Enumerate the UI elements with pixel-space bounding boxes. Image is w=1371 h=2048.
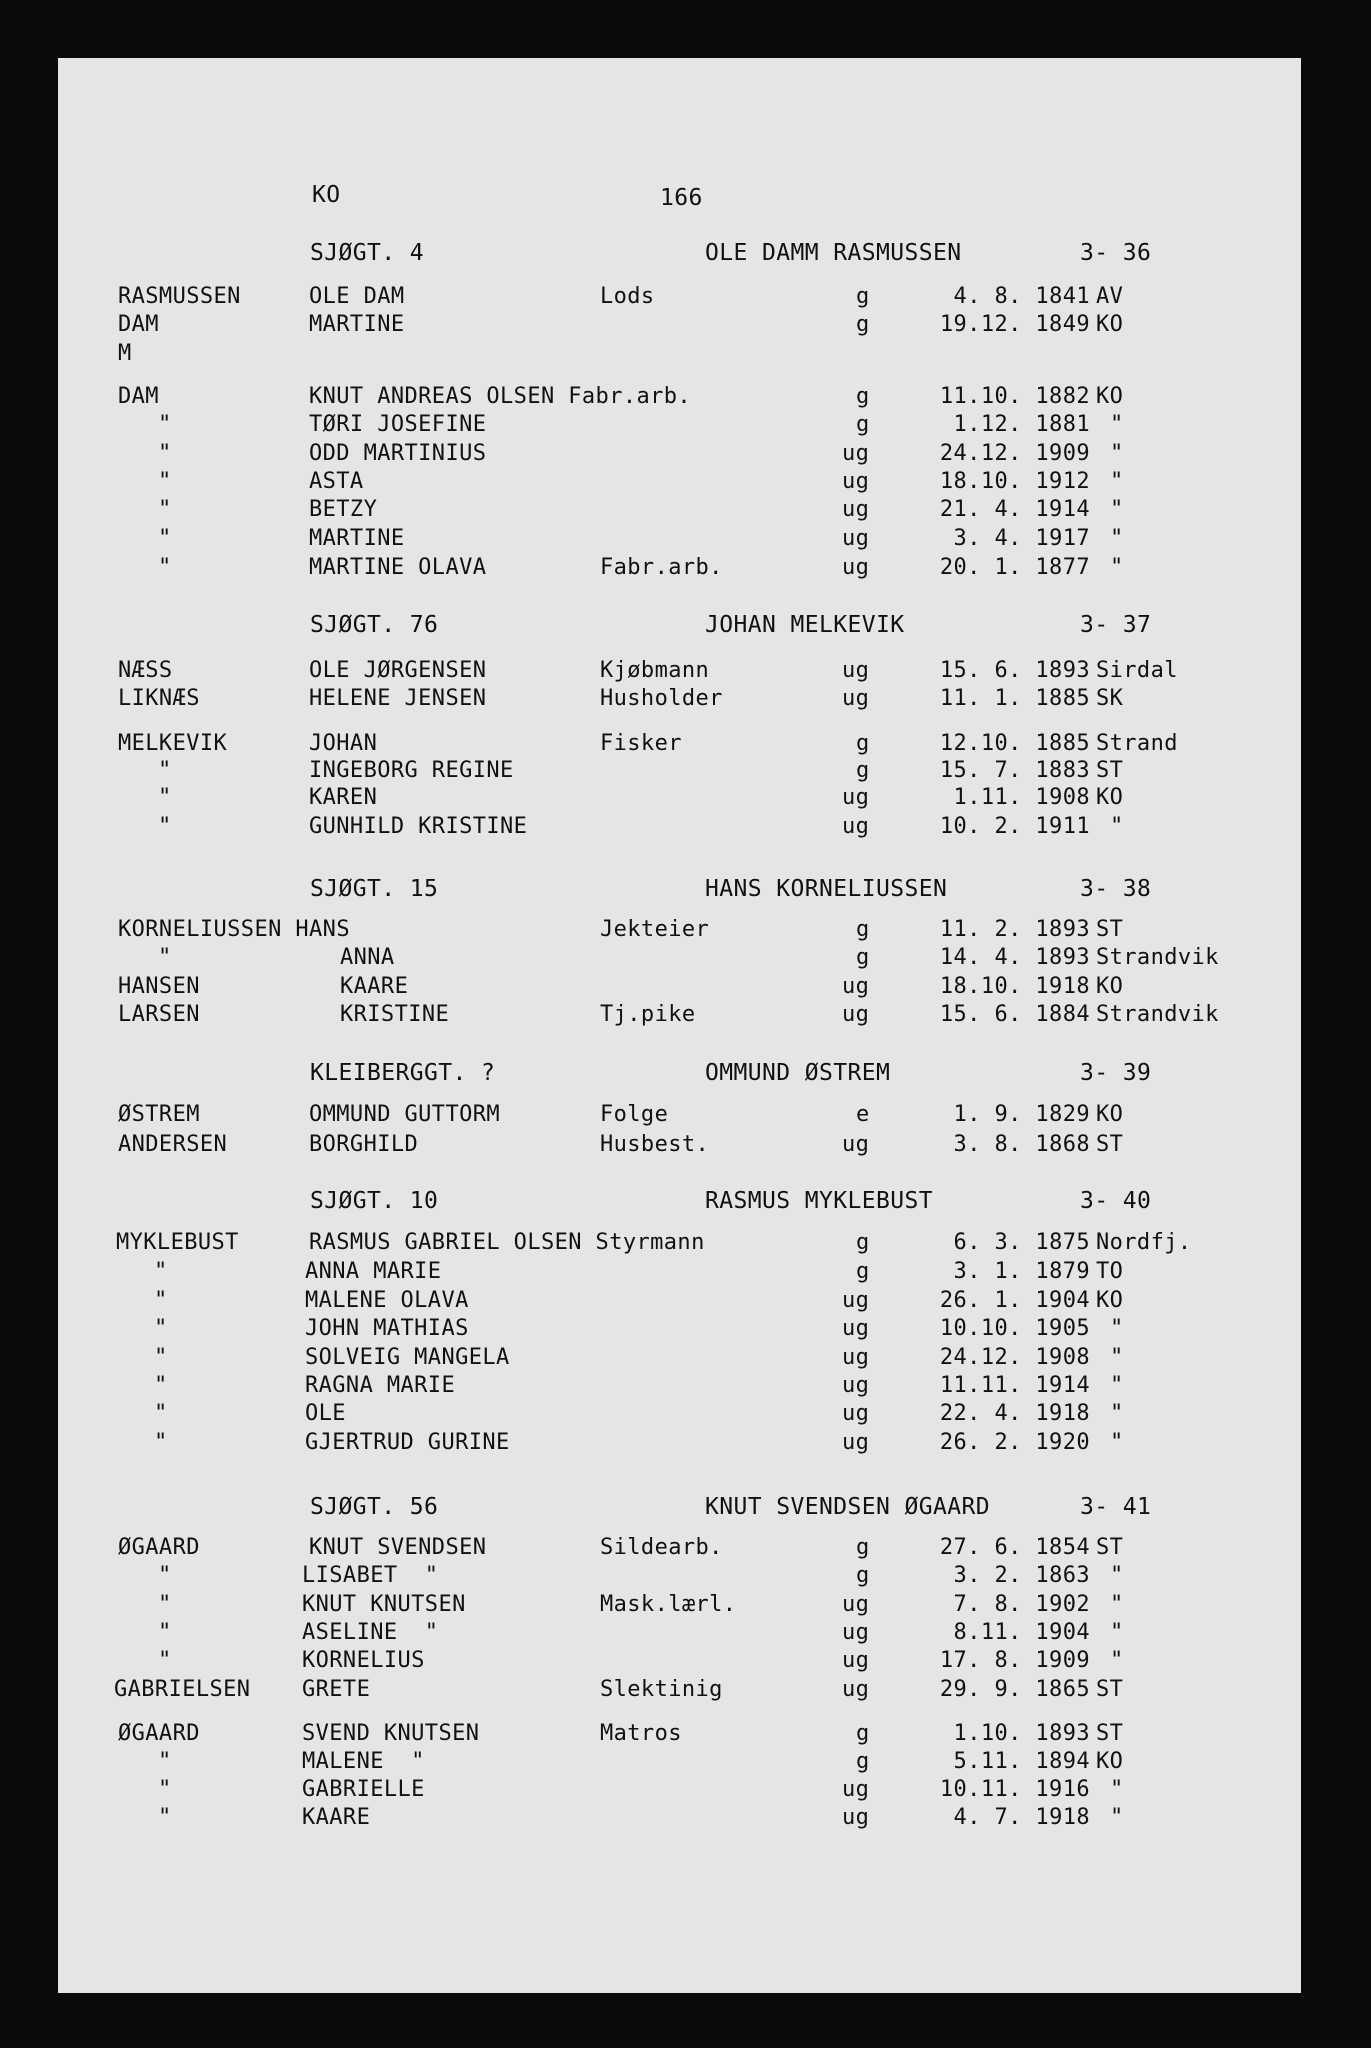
surname-cell: " bbox=[154, 1373, 168, 1398]
birth-date-cell: 7. 8. 1902 bbox=[953, 1592, 1090, 1617]
given-name-cell: GABRIELLE bbox=[302, 1777, 425, 1802]
surname-cell: " bbox=[158, 497, 172, 522]
marital-status-cell: ug bbox=[842, 785, 870, 810]
birthplace-cell: KO bbox=[1096, 974, 1124, 999]
birth-date-cell: 29. 9. 1865 bbox=[939, 1677, 1090, 1702]
birth-date-cell: 3. 1. 1879 bbox=[953, 1259, 1090, 1284]
occupation-cell: Folge bbox=[600, 1102, 669, 1127]
surname-cell: ANDERSEN bbox=[118, 1132, 228, 1157]
given-name-cell: GUNHILD KRISTINE bbox=[309, 814, 528, 839]
birth-date-cell: 4. 7. 1918 bbox=[953, 1805, 1090, 1830]
birthplace-cell: Sirdal bbox=[1096, 658, 1178, 683]
surname-cell: " bbox=[158, 555, 172, 580]
given-name-cell: SOLVEIG MANGELA bbox=[305, 1345, 510, 1370]
household-address: SJØGT. 15 bbox=[310, 876, 439, 902]
household-ref: 3- 36 bbox=[1080, 240, 1152, 266]
birthplace-cell: AV bbox=[1096, 284, 1124, 309]
birth-date-cell: 15. 6. 1893 bbox=[939, 658, 1090, 683]
birth-date-cell: 17. 8. 1909 bbox=[939, 1648, 1090, 1673]
surname-cell: ØGAARD bbox=[118, 1535, 200, 1560]
birth-date-cell: 1.12. 1881 bbox=[953, 412, 1090, 437]
birthplace-cell: " bbox=[1110, 1620, 1124, 1645]
birth-date-cell: 5.11. 1894 bbox=[953, 1749, 1090, 1774]
given-name-cell: KRISTINE bbox=[340, 1002, 450, 1027]
birthplace-cell: " bbox=[1110, 814, 1124, 839]
birth-date-cell: 15. 7. 1883 bbox=[939, 758, 1090, 783]
given-name-cell: INGEBORG REGINE bbox=[309, 758, 514, 783]
surname-cell: " bbox=[158, 814, 172, 839]
birthplace-cell: " bbox=[1110, 526, 1124, 551]
marital-status-cell: ug bbox=[842, 1620, 870, 1645]
birthplace-cell: ST bbox=[1096, 917, 1124, 942]
birth-date-cell: 12.10. 1885 bbox=[939, 731, 1090, 756]
household-head: OLE DAMM RASMUSSEN bbox=[705, 240, 962, 266]
marital-status-cell: g bbox=[856, 758, 870, 783]
occupation-cell: Matros bbox=[600, 1721, 682, 1746]
given-name-cell: RAGNA MARIE bbox=[305, 1373, 456, 1398]
marital-status-cell: g bbox=[856, 1230, 870, 1255]
household-head: RASMUS MYKLEBUST bbox=[705, 1188, 933, 1214]
occupation-cell: Sildearb. bbox=[600, 1535, 723, 1560]
marital-status-cell: g bbox=[856, 731, 870, 756]
birthplace-cell: KO bbox=[1096, 384, 1124, 409]
given-name-cell: MARTINE bbox=[309, 526, 405, 551]
given-name-cell: MALENE " bbox=[302, 1749, 425, 1774]
occupation-cell: Kjøbmann bbox=[600, 658, 710, 683]
surname-cell: " bbox=[158, 1563, 172, 1588]
surname-cell: " bbox=[154, 1345, 168, 1370]
marital-status-cell: ug bbox=[842, 1373, 870, 1398]
surname-cell: " bbox=[158, 1592, 172, 1617]
birthplace-cell: ST bbox=[1096, 1721, 1124, 1746]
given-name-cell: ANNA MARIE bbox=[305, 1259, 442, 1284]
marital-status-cell: ug bbox=[842, 1677, 870, 1702]
household-address: SJØGT. 4 bbox=[310, 240, 424, 266]
surname-cell: " bbox=[158, 526, 172, 551]
given-name-cell: KAARE bbox=[340, 974, 409, 999]
marital-status-cell: ug bbox=[842, 1288, 870, 1313]
surname-cell: " bbox=[158, 469, 172, 494]
birth-date-cell: 21. 4. 1914 bbox=[939, 497, 1090, 522]
marital-status-cell: ug bbox=[842, 1430, 870, 1455]
birthplace-cell: Strandvik bbox=[1096, 1002, 1219, 1027]
given-name-cell: OLE bbox=[305, 1401, 346, 1426]
household-address: KLEIBERGGT. ? bbox=[310, 1060, 496, 1086]
birthplace-cell: KO bbox=[1096, 1102, 1124, 1127]
birthplace-cell: KO bbox=[1096, 1749, 1124, 1774]
marital-status-cell: ug bbox=[842, 1316, 870, 1341]
birthplace-cell: TO bbox=[1096, 1259, 1124, 1284]
birthplace-cell: Strand bbox=[1096, 731, 1178, 756]
birth-date-cell: 11. 1. 1885 bbox=[939, 686, 1090, 711]
occupation-cell: Fisker bbox=[600, 731, 682, 756]
surname-cell: " bbox=[154, 1288, 168, 1313]
given-name-cell: KNUT ANDREAS OLSEN Fabr.arb. bbox=[309, 384, 692, 409]
surname-cell: " bbox=[158, 1648, 172, 1673]
given-name-cell: HELENE JENSEN bbox=[309, 686, 487, 711]
page-code: KO bbox=[312, 182, 341, 208]
surname-cell: " bbox=[154, 1316, 168, 1341]
birth-date-cell: 26. 2. 1920 bbox=[939, 1430, 1090, 1455]
marital-status-cell: ug bbox=[842, 1132, 870, 1157]
surname-cell: ØGAARD bbox=[118, 1721, 200, 1746]
marital-status-cell: ug bbox=[842, 974, 870, 999]
birthplace-cell: KO bbox=[1096, 785, 1124, 810]
household-head: KNUT SVENDSEN ØGAARD bbox=[705, 1494, 990, 1520]
marital-status-cell: ug bbox=[842, 441, 870, 466]
marital-status-cell: e bbox=[856, 1102, 870, 1127]
birthplace-cell: " bbox=[1110, 1316, 1124, 1341]
birth-date-cell: 22. 4. 1918 bbox=[939, 1401, 1090, 1426]
given-name-cell: ODD MARTINIUS bbox=[309, 441, 487, 466]
marital-status-cell: g bbox=[856, 1563, 870, 1588]
birth-date-cell: 3. 8. 1868 bbox=[953, 1132, 1090, 1157]
surname-cell: DAM bbox=[118, 384, 159, 409]
given-name-cell: ASELINE " bbox=[302, 1620, 439, 1645]
surname-cell: ØSTREM bbox=[118, 1102, 200, 1127]
surname-cell: " bbox=[158, 1620, 172, 1645]
birth-date-cell: 20. 1. 1877 bbox=[939, 555, 1090, 580]
birthplace-cell: " bbox=[1110, 1805, 1124, 1830]
birthplace-cell: ST bbox=[1096, 758, 1124, 783]
birth-date-cell: 19.12. 1849 bbox=[939, 312, 1090, 337]
surname-cell: RASMUSSEN bbox=[118, 284, 241, 309]
birthplace-cell: " bbox=[1110, 497, 1124, 522]
occupation-cell: Fabr.arb. bbox=[600, 555, 723, 580]
marital-status-cell: ug bbox=[842, 497, 870, 522]
given-name-cell: BORGHILD bbox=[309, 1132, 419, 1157]
surname-cell: MELKEVIK bbox=[118, 731, 228, 756]
birth-date-cell: 3. 4. 1917 bbox=[953, 526, 1090, 551]
given-name-cell: KAARE bbox=[302, 1805, 371, 1830]
household-head: OMMUND ØSTREM bbox=[705, 1060, 891, 1086]
occupation-cell: Jekteier bbox=[600, 917, 710, 942]
occupation-cell: Lods bbox=[600, 284, 655, 309]
birth-date-cell: 18.10. 1912 bbox=[939, 469, 1090, 494]
given-name-cell: LISABET " bbox=[302, 1563, 439, 1588]
given-name-cell: OLE DAM bbox=[309, 284, 405, 309]
surname-cell: " bbox=[154, 1401, 168, 1426]
occupation-cell: Tj.pike bbox=[600, 1002, 696, 1027]
page-number: 166 bbox=[660, 185, 703, 211]
birthplace-cell: " bbox=[1110, 1563, 1124, 1588]
household-address: SJØGT. 56 bbox=[310, 1494, 439, 1520]
household-ref: 3- 38 bbox=[1080, 876, 1152, 902]
marital-status-cell: ug bbox=[842, 658, 870, 683]
surname-cell: LARSEN bbox=[118, 1002, 200, 1027]
birth-date-cell: 26. 1. 1904 bbox=[939, 1288, 1090, 1313]
marital-status-cell: ug bbox=[842, 1592, 870, 1617]
surname-cell: " bbox=[154, 1259, 168, 1284]
surname-cell: NÆSS bbox=[118, 658, 173, 683]
birthplace-cell: " bbox=[1110, 412, 1124, 437]
surname-cell: " bbox=[158, 1749, 172, 1774]
surname-cell: KORNELIUSSEN HANS bbox=[118, 917, 350, 942]
surname-cell: " bbox=[158, 441, 172, 466]
birthplace-cell: " bbox=[1110, 441, 1124, 466]
birthplace-cell: ST bbox=[1096, 1132, 1124, 1157]
given-name-cell: MARTINE OLAVA bbox=[309, 555, 487, 580]
surname-cell: GABRIELSEN bbox=[114, 1677, 251, 1702]
birth-date-cell: 1.10. 1893 bbox=[953, 1721, 1090, 1746]
birth-date-cell: 11. 2. 1893 bbox=[939, 917, 1090, 942]
surname-cell: HANSEN bbox=[118, 974, 200, 999]
given-name-cell: KORNELIUS bbox=[302, 1648, 425, 1673]
surname-cell: " bbox=[158, 1777, 172, 1802]
surname-cell: " bbox=[158, 412, 172, 437]
birthplace-cell: Nordfj. bbox=[1096, 1230, 1192, 1255]
marital-status-cell: g bbox=[856, 1721, 870, 1746]
marital-status-cell: ug bbox=[842, 1805, 870, 1830]
marital-status-cell: ug bbox=[842, 1401, 870, 1426]
given-name-cell: ANNA bbox=[340, 945, 395, 970]
surname-cell: " bbox=[158, 1805, 172, 1830]
birthplace-cell: " bbox=[1110, 1648, 1124, 1673]
marital-status-cell: ug bbox=[842, 1777, 870, 1802]
given-name-cell: KAREN bbox=[309, 785, 378, 810]
birthplace-cell: ST bbox=[1096, 1677, 1124, 1702]
birthplace-cell: " bbox=[1110, 1430, 1124, 1455]
birth-date-cell: 10.10. 1905 bbox=[939, 1316, 1090, 1341]
birth-date-cell: 3. 2. 1863 bbox=[953, 1563, 1090, 1588]
birth-date-cell: 11.11. 1914 bbox=[939, 1373, 1090, 1398]
birth-date-cell: 4. 8. 1841 bbox=[953, 284, 1090, 309]
marital-status-cell: ug bbox=[842, 555, 870, 580]
given-name-cell: GJERTRUD GURINE bbox=[305, 1430, 510, 1455]
birth-date-cell: 27. 6. 1854 bbox=[939, 1535, 1090, 1560]
birth-date-cell: 24.12. 1908 bbox=[939, 1345, 1090, 1370]
marital-status-cell: ug bbox=[842, 1345, 870, 1370]
marital-status-cell: ug bbox=[842, 469, 870, 494]
given-name-cell: GRETE bbox=[302, 1677, 371, 1702]
marital-status-cell: ug bbox=[842, 1002, 870, 1027]
surname-cell: " bbox=[158, 945, 172, 970]
household-address: SJØGT. 10 bbox=[310, 1188, 439, 1214]
birth-date-cell: 18.10. 1918 bbox=[939, 974, 1090, 999]
given-name-cell: MARTINE bbox=[309, 312, 405, 337]
surname-cell: MYKLEBUST bbox=[116, 1230, 239, 1255]
given-name-cell: JOHAN bbox=[309, 731, 378, 756]
occupation-cell: Mask.lærl. bbox=[600, 1592, 737, 1617]
given-name-cell: RASMUS GABRIEL OLSEN Styrmann bbox=[309, 1230, 705, 1255]
given-name-cell: KNUT SVENDSEN bbox=[309, 1535, 487, 1560]
household-head: JOHAN MELKEVIK bbox=[705, 612, 905, 638]
birth-date-cell: 8.11. 1904 bbox=[953, 1620, 1090, 1645]
birthplace-cell: ST bbox=[1096, 1535, 1124, 1560]
given-name-cell: OLE JØRGENSEN bbox=[309, 658, 487, 683]
marital-status-cell: g bbox=[856, 945, 870, 970]
marital-status-cell: ug bbox=[842, 814, 870, 839]
given-name-cell: SVEND KNUTSEN bbox=[302, 1721, 480, 1746]
birthplace-cell: " bbox=[1110, 1777, 1124, 1802]
birthplace-cell: SK bbox=[1096, 686, 1124, 711]
marital-status-cell: g bbox=[856, 284, 870, 309]
household-address: SJØGT. 76 bbox=[310, 612, 439, 638]
birth-date-cell: 11.10. 1882 bbox=[939, 384, 1090, 409]
given-name-cell: OMMUND GUTTORM bbox=[309, 1102, 501, 1127]
birth-date-cell: 15. 6. 1884 bbox=[939, 1002, 1090, 1027]
birth-date-cell: 10. 2. 1911 bbox=[939, 814, 1090, 839]
marital-status-cell: ug bbox=[842, 1648, 870, 1673]
marital-status-cell: g bbox=[856, 412, 870, 437]
marital-status-cell: g bbox=[856, 384, 870, 409]
given-name-cell: JOHN MATHIAS bbox=[305, 1316, 469, 1341]
birth-date-cell: 14. 4. 1893 bbox=[939, 945, 1090, 970]
birthplace-cell: KO bbox=[1096, 312, 1124, 337]
birthplace-cell: " bbox=[1110, 1592, 1124, 1617]
birthplace-cell: Strandvik bbox=[1096, 945, 1219, 970]
household-ref: 3- 41 bbox=[1080, 1494, 1152, 1520]
given-name-cell: TØRI JOSEFINE bbox=[309, 412, 487, 437]
given-name-cell: ASTA bbox=[309, 469, 364, 494]
given-name-cell: MALENE OLAVA bbox=[305, 1288, 469, 1313]
birthplace-cell: " bbox=[1110, 555, 1124, 580]
marital-status-cell: ug bbox=[842, 526, 870, 551]
birthplace-cell: " bbox=[1110, 469, 1124, 494]
given-name-cell: BETZY bbox=[309, 497, 378, 522]
marital-status-cell: g bbox=[856, 1749, 870, 1774]
given-name-cell: KNUT KNUTSEN bbox=[302, 1592, 466, 1617]
birthplace-cell: " bbox=[1110, 1401, 1124, 1426]
occupation-cell: Husholder bbox=[600, 686, 723, 711]
household-ref: 3- 39 bbox=[1080, 1060, 1152, 1086]
marital-status-cell: g bbox=[856, 1259, 870, 1284]
surname-cell: M bbox=[118, 341, 132, 366]
surname-cell: LIKNÆS bbox=[118, 686, 200, 711]
birthplace-cell: KO bbox=[1096, 1288, 1124, 1313]
birth-date-cell: 10.11. 1916 bbox=[939, 1777, 1090, 1802]
birth-date-cell: 1. 9. 1829 bbox=[953, 1102, 1090, 1127]
birth-date-cell: 1.11. 1908 bbox=[953, 785, 1090, 810]
surname-cell: " bbox=[158, 758, 172, 783]
surname-cell: " bbox=[158, 785, 172, 810]
birth-date-cell: 6. 3. 1875 bbox=[953, 1230, 1090, 1255]
occupation-cell: Slektinig bbox=[600, 1677, 723, 1702]
marital-status-cell: g bbox=[856, 917, 870, 942]
birth-date-cell: 24.12. 1909 bbox=[939, 441, 1090, 466]
occupation-cell: Husbest. bbox=[600, 1132, 710, 1157]
household-head: HANS KORNELIUSSEN bbox=[705, 876, 948, 902]
marital-status-cell: g bbox=[856, 312, 870, 337]
household-ref: 3- 37 bbox=[1080, 612, 1152, 638]
surname-cell: " bbox=[154, 1430, 168, 1455]
household-ref: 3- 40 bbox=[1080, 1188, 1152, 1214]
marital-status-cell: ug bbox=[842, 686, 870, 711]
marital-status-cell: g bbox=[856, 1535, 870, 1560]
birthplace-cell: " bbox=[1110, 1373, 1124, 1398]
surname-cell: DAM bbox=[118, 312, 159, 337]
birthplace-cell: " bbox=[1110, 1345, 1124, 1370]
